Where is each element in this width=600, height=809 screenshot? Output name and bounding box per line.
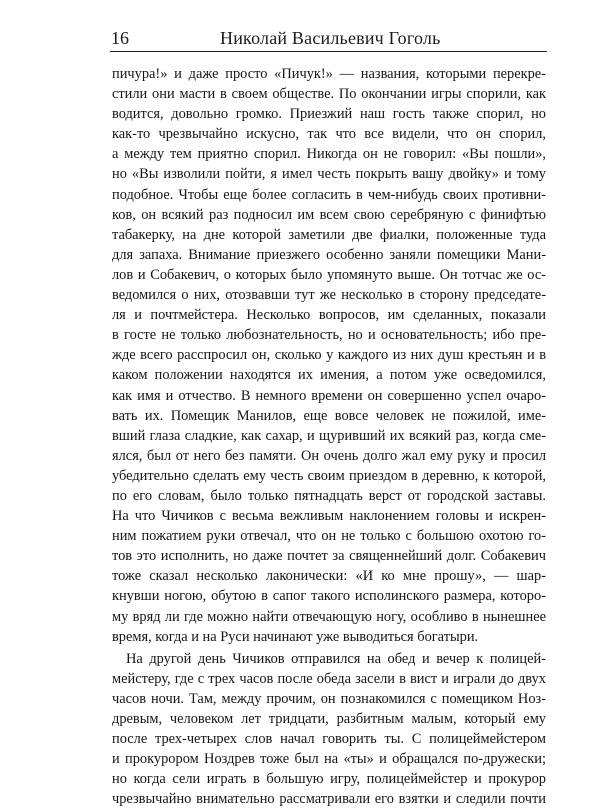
text-line: убедительно сделать ему честь своим приездом в деревню, к которой,	[112, 467, 546, 484]
text-line: древым, человеком лет тридцати, разбитным малым, который ему	[112, 711, 546, 727]
text-line: как имя и отчество. В немного времени он совершенно успел очаро-	[112, 387, 546, 404]
text-line: время, когда и на Руси начинают уже выводиться богатыри.	[112, 628, 479, 645]
text-line: тов это исполнить, но даже почтет за священнейший долг. Собакевич	[112, 548, 546, 565]
text-line: пичура!» и даже просто «Пичук!» — названия, которыми перекре-	[112, 66, 546, 82]
text-line: ним пожатием руки отвечал, что он не только с большою охотою го-	[112, 528, 546, 545]
text-line: часов ночи. Там, между прочим, он познакомился с помещиком Ноз-	[112, 690, 546, 707]
text-line: по его словам, было только пятнадцать верст от городской заставы.	[112, 487, 546, 504]
text-line: кнувши ногою, обутою в сапог такого исполинского размера, которо-	[112, 588, 546, 605]
running-header	[110, 25, 545, 51]
text-line: после трех-четырех слов начал говорить ты. С полицеймейстером	[112, 731, 546, 748]
text-line: чрезвычайно внимательно рассматривали его взятки и следили почти	[112, 791, 546, 808]
text-line: му вряд ли где можно найти отвечающую ногу, особливо в нынешнее	[112, 608, 546, 625]
text-line: для запаха. Внимание приезжего особенно заняли помещики Мани-	[112, 246, 546, 263]
text-line: табакерку, на дне которой заметили две фиалки, положенные туда	[112, 226, 546, 243]
text-line: но когда сели играть в большую игру, полицеймейстер и прокурор	[112, 771, 546, 788]
text-line: ля и почтмейстера. Несколько вопросов, им сделанных, показали	[112, 307, 546, 324]
text-line: ков, он всякий раз подносил им всем свою серебряную с финифтью	[112, 206, 546, 223]
text-line: водится, довольно громко. Приезжий наш гость также спорил, но	[112, 106, 546, 123]
text-line: стили они масти в своем обществе. По окончании игры спорили, как	[112, 86, 546, 103]
page-number: 16	[111, 28, 129, 48]
text-line: как-то чрезвычайно искусно, так что все видели, что он спорил,	[112, 126, 546, 143]
text-line: На что Чичиков с весьма вежливым наклонением головы и искрен-	[112, 508, 546, 525]
text-line: но «Вы изволили пойти, я имел честь покрыть вашу двойку» и тому	[112, 166, 546, 183]
text-line: тоже сказал несколько лаконически: «И ко мне прошу», — шар-	[112, 568, 546, 585]
text-line: подобное. Чтобы еще более согласить в чем-нибудь своих противни-	[112, 186, 546, 203]
paragraph-2	[112, 649, 546, 809]
text-line: ялся, был от него без памяти. Он очень долго жал ему руку и просил	[112, 447, 546, 464]
text-line: жде всего расспросил он, сколько у каждого из них душ крестьян и в	[112, 347, 546, 364]
header-rule	[110, 51, 547, 52]
text-line: На другой день Чичиков отправился на обед и вечер к полицей-	[126, 650, 546, 667]
paragraph-1	[112, 64, 546, 647]
text-line: мейстеру, где с трех часов после обеда засели в вист и играли до двух	[112, 670, 546, 687]
text-line: ведомился о них, отозвавши тут же несколько в сторону председате-	[112, 287, 546, 304]
text-line: вать их. Помещик Манилов, еще вовсе человек не пожилой, име-	[112, 407, 546, 424]
text-line: вший глаза сладкие, как сахар, и щуривший их всякий раз, когда сме-	[112, 427, 546, 444]
text-line: каком положении находятся их имения, а потом уже осведомился,	[112, 367, 546, 384]
text-line: лов и Собакевич, о которых было упомянуто выше. Он тотчас же ос-	[112, 266, 546, 283]
body-text	[112, 64, 546, 809]
text-line: в госте не только любознательность, но и основательность; ибо пре-	[112, 327, 546, 344]
text-line: и прокурором Ноздрев тоже был на «ты» и обращался по-дружески;	[112, 751, 546, 768]
running-title: Николай Васильевич Гоголь	[220, 28, 441, 48]
text-line: а между тем приятно спорил. Никогда он не говорил: «Вы пошли»,	[112, 146, 546, 163]
